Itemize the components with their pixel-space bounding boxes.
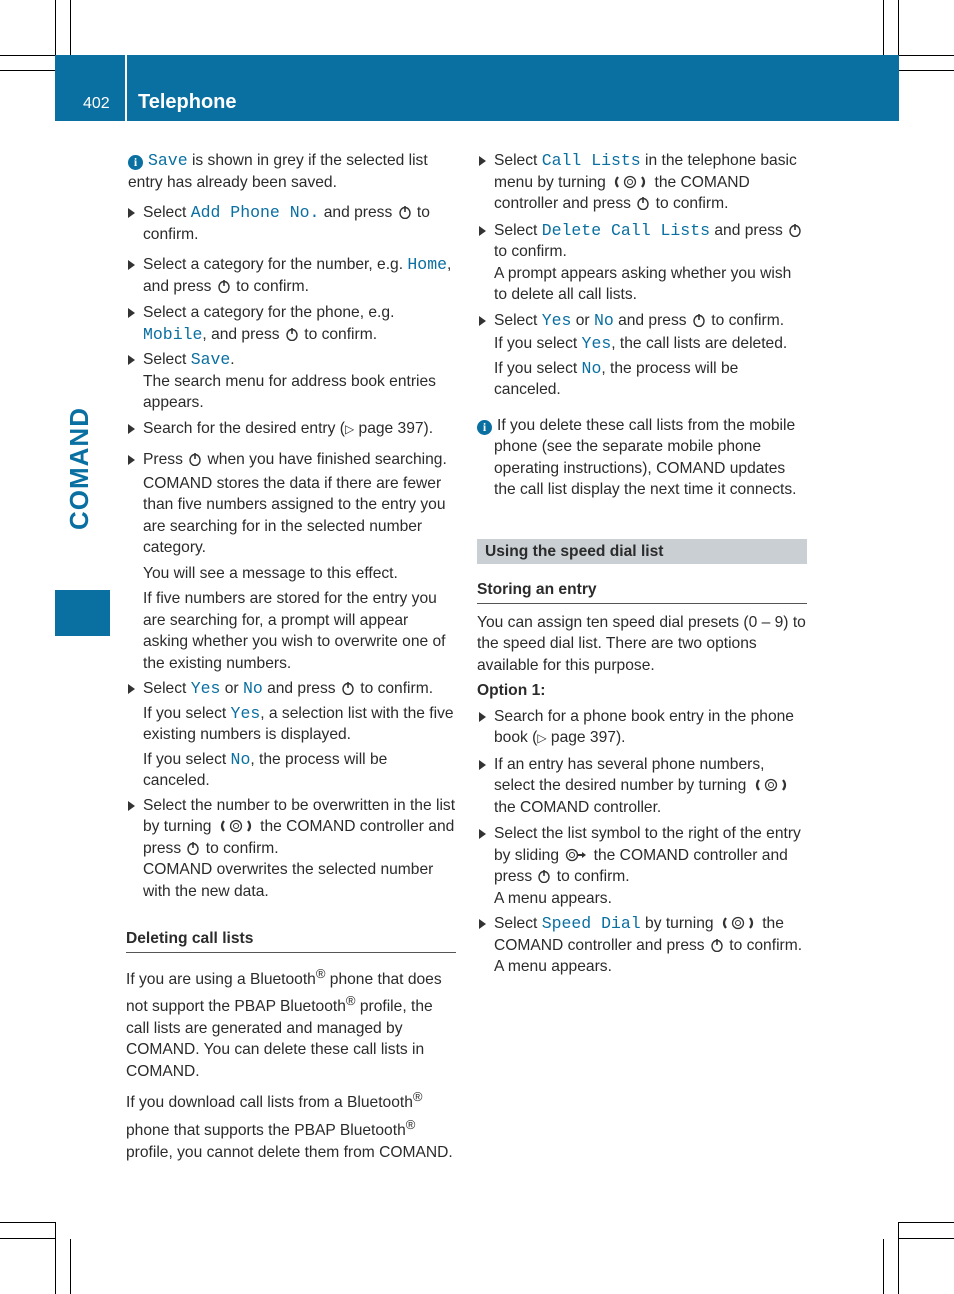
step-text: If you select: [494, 335, 582, 352]
step-text: Search for the desired entry (: [143, 419, 345, 437]
step: [126, 202, 456, 245]
header-divider: [125, 55, 127, 121]
page-ref-icon: ▷: [537, 731, 547, 745]
option-no: No: [242, 679, 263, 698]
para-text: If you download call lists from a Bluetooth: [126, 1094, 413, 1112]
option-no: No: [581, 358, 602, 378]
note-text: If you delete these call lists from the mobile phone (see the separate mobile phone operating instructions), COMAND updates the call list display the next time it connects.: [494, 416, 797, 498]
step-result: COMAND overwrites the selected number with the new data.: [143, 861, 434, 900]
option-yes: Yes: [230, 703, 261, 723]
press-controller-icon: [637, 196, 649, 210]
step-text: Select the number to be overwritten in the list by turning: [143, 796, 456, 835]
right-column: [477, 150, 807, 978]
step-text: page 397).: [354, 419, 434, 437]
step: [126, 678, 456, 700]
step-text: the COMAND controller and press: [494, 846, 788, 885]
page-header: [55, 55, 899, 121]
step: [126, 418, 456, 441]
step-result: [477, 358, 807, 401]
turn-controller-icon: [218, 819, 254, 833]
option-label: Option 1:: [477, 682, 546, 699]
step-text: and press: [319, 204, 397, 221]
crop-mark: [55, 1222, 56, 1294]
registered-mark: ®: [345, 993, 356, 1009]
step: [477, 823, 807, 888]
step-text: Search for a phone book entry in the phone book (: [494, 707, 794, 746]
step-text: page 397).: [546, 729, 626, 746]
step-text: the COMAND controller and press: [143, 818, 455, 857]
step-text: Select: [494, 915, 542, 932]
option-yes: Yes: [190, 679, 221, 698]
registered-mark: ®: [412, 1089, 423, 1105]
paragraph: [126, 1086, 456, 1163]
step-text: If you select: [143, 750, 231, 768]
para-text: phone that supports the PBAP Bluetooth: [126, 1122, 406, 1140]
step-result: A prompt appears asking whether you wish to delete all call lists.: [494, 264, 792, 303]
crop-mark: [0, 1222, 55, 1223]
step-text: to confirm.: [143, 204, 430, 243]
paragraph: You can assign ten speed dial presets (0 – 9) to the speed dial list. There are two options available for this purpose.: [477, 613, 806, 674]
step-text: to confirm.: [231, 277, 309, 295]
step-text: to confirm.: [299, 325, 378, 343]
step-text: If you select: [143, 704, 231, 722]
press-controller-icon: [218, 279, 230, 293]
press-controller-icon: [187, 841, 199, 855]
step-text: or: [220, 680, 243, 697]
press-controller-icon: [286, 327, 298, 341]
step-result: If five numbers are stored for the entry you are searching for, a prompt will appear asking whether you wish to overwrite one of the existing numbers.: [143, 590, 446, 672]
crop-mark: [0, 70, 55, 71]
step-text: and press: [262, 680, 340, 697]
slide-right-icon: [565, 848, 587, 862]
para-text: If you are using a Bluetooth: [126, 970, 316, 988]
menu-item-home: Home: [407, 255, 447, 274]
step-result: A menu appears.: [494, 889, 612, 907]
option-yes: Yes: [581, 334, 612, 353]
step-text: If an entry has several phone numbers, select the desired number by turning: [494, 755, 765, 794]
step-text: to confirm.: [651, 195, 729, 212]
menu-item-speed-dial: Speed Dial: [541, 914, 641, 933]
step: [477, 913, 807, 956]
step: [477, 706, 807, 750]
step-text: , the process will be canceled.: [494, 359, 739, 398]
press-controller-icon: [693, 313, 705, 327]
step: [477, 310, 807, 332]
step-text: Select: [494, 311, 542, 329]
step-text: Select: [494, 152, 542, 169]
step-text: or: [571, 311, 594, 329]
step-text: by turning: [640, 915, 718, 932]
crop-mark: [0, 1238, 55, 1239]
left-column: [126, 150, 456, 1163]
crop-mark: [883, 0, 884, 55]
crop-mark: [898, 1222, 899, 1294]
paragraph: [126, 963, 456, 1083]
step-result: [126, 703, 456, 746]
crop-mark: [70, 1239, 71, 1294]
step-text: Select: [143, 204, 191, 221]
option-yes: Yes: [541, 310, 572, 330]
menu-item-mobile: Mobile: [143, 324, 203, 344]
crop-mark: [70, 0, 71, 55]
section-heading-box: Using the speed dial list: [477, 539, 807, 565]
step-result: COMAND stores the data if there are fewer than five numbers assigned to the entry you are searching for in the selected number category.: [143, 474, 446, 556]
registered-mark: ®: [405, 1117, 416, 1133]
step-text: Press: [143, 451, 188, 468]
step-text: Select: [494, 221, 542, 239]
menu-item-delete-call-lists: Delete Call Lists: [541, 220, 711, 240]
menu-item-call-lists: Call Lists: [541, 151, 641, 170]
crop-mark: [0, 55, 55, 56]
step-text: , the call lists are deleted.: [611, 335, 788, 352]
step-text: to confirm.: [706, 311, 785, 329]
page-number: 402: [83, 95, 110, 112]
step-text: Select: [143, 351, 191, 368]
press-controller-icon: [189, 452, 201, 466]
crop-mark: [899, 1222, 954, 1223]
side-tab-label: COMAND: [64, 407, 94, 530]
press-controller-icon: [789, 223, 801, 237]
crop-mark: [899, 70, 954, 71]
info-icon: i: [128, 155, 143, 170]
step: [477, 754, 807, 819]
step-text: Select the list symbol to the right of the entry by sliding: [494, 825, 801, 864]
step-text: to confirm.: [494, 243, 567, 260]
step-text: when you have finished searching.: [203, 451, 447, 468]
step-text: Select a category for the phone, e.g.: [143, 304, 395, 321]
step-text: to confirm.: [724, 936, 803, 954]
step-text: the COMAND controller and press: [494, 915, 784, 954]
step-result: [477, 333, 807, 355]
info-note: [126, 150, 456, 193]
press-controller-icon: [538, 869, 550, 883]
turn-controller-icon: [720, 916, 756, 930]
step-text: the COMAND controller.: [494, 798, 662, 816]
crop-mark: [899, 55, 954, 56]
turn-controller-icon: [612, 175, 648, 189]
menu-item-save: Save: [190, 350, 231, 369]
step-text: , the process will be canceled.: [143, 750, 388, 789]
step: [126, 795, 456, 860]
note-text: is shown in grey if the selected list entry has already been saved.: [128, 152, 428, 191]
step-text: .: [230, 351, 235, 368]
info-note: [477, 415, 807, 501]
step: [126, 254, 456, 297]
para-text: profile, you cannot delete them from COMAND.: [126, 1143, 453, 1161]
section-title: Telephone: [138, 91, 237, 113]
registered-mark: ®: [315, 965, 326, 981]
para-text: profile, the call lists are generated and managed by COMAND. You can delete these call lists in COMAND.: [126, 998, 433, 1080]
step-text: and press: [613, 311, 691, 329]
option-no: No: [230, 749, 251, 769]
para-text: phone that does not support the PBAP Bluetooth: [126, 970, 442, 1016]
crop-mark: [55, 0, 56, 55]
step-text: in the telephone basic menu by turning: [494, 152, 797, 191]
menu-item-add-phone: Add Phone No.: [190, 203, 320, 222]
step-text: to confirm.: [355, 680, 434, 697]
step-result: You will see a message to this effect.: [143, 564, 398, 582]
step: [477, 150, 807, 215]
step-text: Select: [143, 680, 191, 697]
step-text: to confirm.: [552, 868, 630, 885]
step-text: , and press: [143, 256, 452, 295]
info-icon: i: [477, 420, 492, 435]
press-controller-icon: [342, 681, 354, 695]
turn-controller-icon: [753, 778, 789, 792]
side-tab: [55, 590, 110, 636]
crop-mark: [898, 0, 899, 55]
press-controller-icon: [399, 205, 411, 219]
option-no: No: [593, 310, 614, 330]
step-text: the COMAND controller and press: [494, 173, 750, 212]
step-result: The search menu for address book entries appears.: [143, 372, 436, 411]
menu-item-save: Save: [148, 151, 188, 170]
press-controller-icon: [711, 938, 723, 952]
page-ref-icon: ▷: [344, 421, 355, 436]
step-result: [126, 749, 456, 792]
step: [126, 449, 456, 471]
step-text: , a selection list with the five existing numbers is displayed.: [143, 704, 454, 743]
step: [126, 349, 456, 371]
crop-mark: [883, 1239, 884, 1294]
step-result: A menu appears.: [494, 958, 612, 975]
step-text: and press: [710, 221, 788, 239]
step-text: Select a category for the number, e.g.: [143, 256, 408, 273]
step: [126, 302, 456, 345]
subsection-heading: Storing an entry: [477, 579, 807, 604]
step-text: If you select: [494, 359, 582, 377]
step: [477, 220, 807, 263]
step-text: , and press: [202, 325, 284, 343]
crop-mark: [899, 1238, 954, 1239]
section-heading: Deleting call lists: [126, 928, 456, 953]
step-text: to confirm.: [201, 839, 279, 857]
